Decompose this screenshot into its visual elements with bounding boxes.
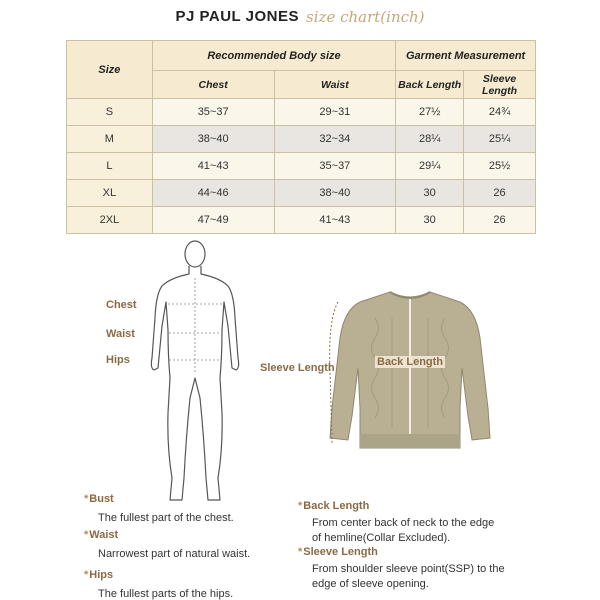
- cell-sleeve: 26: [464, 180, 536, 207]
- definition-sleeve-length: *Sleeve Length From shoulder sleeve point(SSP) to the edge of sleeve opening.: [298, 546, 505, 590]
- sweater-figure: [320, 288, 500, 458]
- cell-chest: 47~49: [152, 207, 274, 234]
- desc-back-length-1: From center back of neck to the edge: [312, 517, 495, 529]
- sweater-icon: [320, 288, 500, 458]
- cell-chest: 35~37: [152, 99, 274, 126]
- term-back-length: Back Length: [303, 500, 370, 512]
- cell-size: M: [67, 126, 153, 153]
- col-back-length: Back Length: [396, 71, 464, 99]
- cell-size: S: [67, 99, 153, 126]
- definition-hips: *Hips The fullest parts of the hips.: [84, 569, 234, 600]
- term-sleeve-length: Sleeve Length: [303, 546, 378, 558]
- definition-waist: *Waist Narrowest part of natural waist.: [84, 529, 251, 560]
- col-sleeve-length: Sleeve Length: [464, 71, 536, 99]
- sleeve-length-arrow-icon: [326, 300, 346, 448]
- desc-back-length-2: of hemline(Collar Excluded).: [312, 532, 451, 544]
- desc-sleeve-length-2: edge of sleeve opening.: [312, 578, 429, 590]
- definition-back-length: *Back Length From center back of neck to the edge of hemline(Collar Excluded).: [298, 500, 495, 544]
- col-waist: Waist: [274, 71, 396, 99]
- desc-bust: The fullest part of the chest.: [98, 512, 234, 524]
- definition-bust: *Bust The fullest part of the chest.: [84, 493, 234, 524]
- label-chest: Chest: [106, 299, 137, 311]
- term-hips: Hips: [89, 569, 114, 581]
- table-row: [67, 153, 536, 180]
- label-waist: Waist: [106, 328, 135, 340]
- table-row: [67, 207, 536, 234]
- cell-chest: 41~43: [152, 153, 274, 180]
- desc-waist: Narrowest part of natural waist.: [98, 548, 251, 560]
- label-sleeve-length: Sleeve Length: [260, 362, 335, 374]
- brand-name: PJ PAUL JONES: [175, 8, 299, 25]
- cell-waist: 38~40: [274, 180, 396, 207]
- cell-size: XL: [67, 180, 153, 207]
- label-back-length: Back Length: [377, 356, 444, 368]
- desc-sleeve-length-1: From shoulder sleeve point(SSP) to the: [312, 563, 505, 575]
- cell-waist: 35~37: [274, 153, 396, 180]
- term-waist: Waist: [89, 529, 119, 541]
- cell-sleeve: 25¼: [464, 126, 536, 153]
- cell-sleeve: 25½: [464, 153, 536, 180]
- cell-size: L: [67, 153, 153, 180]
- cell-back: 30: [396, 180, 464, 207]
- cell-chest: 38~40: [152, 126, 274, 153]
- body-size-group-header: Recommended Body size: [152, 41, 395, 71]
- desc-hips: The fullest parts of the hips.: [98, 588, 234, 600]
- cell-back: 27½: [396, 99, 464, 126]
- cell-size: 2XL: [67, 207, 153, 234]
- col-chest: Chest: [152, 71, 274, 99]
- cell-sleeve: 24¾: [464, 99, 536, 126]
- chart-subtitle: size chart(inch): [306, 7, 425, 26]
- cell-waist: 41~43: [274, 207, 396, 234]
- chart-title: [0, 6, 600, 30]
- size-header: Size: [67, 41, 153, 99]
- size-table: [66, 40, 536, 234]
- cell-waist: 32~34: [274, 126, 396, 153]
- cell-back: 28¼: [396, 126, 464, 153]
- table-row: [67, 99, 536, 126]
- cell-back: 30: [396, 207, 464, 234]
- table-row: [67, 126, 536, 153]
- body-outline-figure: [140, 238, 250, 508]
- cell-chest: 44~46: [152, 180, 274, 207]
- cell-sleeve: 26: [464, 207, 536, 234]
- body-outline-icon: [140, 238, 250, 508]
- cell-waist: 29~31: [274, 99, 396, 126]
- term-bust: Bust: [89, 493, 114, 505]
- garment-group-header: Garment Measurement: [396, 41, 536, 71]
- label-hips: Hips: [106, 354, 130, 366]
- table-row: [67, 180, 536, 207]
- cell-back: 29¼: [396, 153, 464, 180]
